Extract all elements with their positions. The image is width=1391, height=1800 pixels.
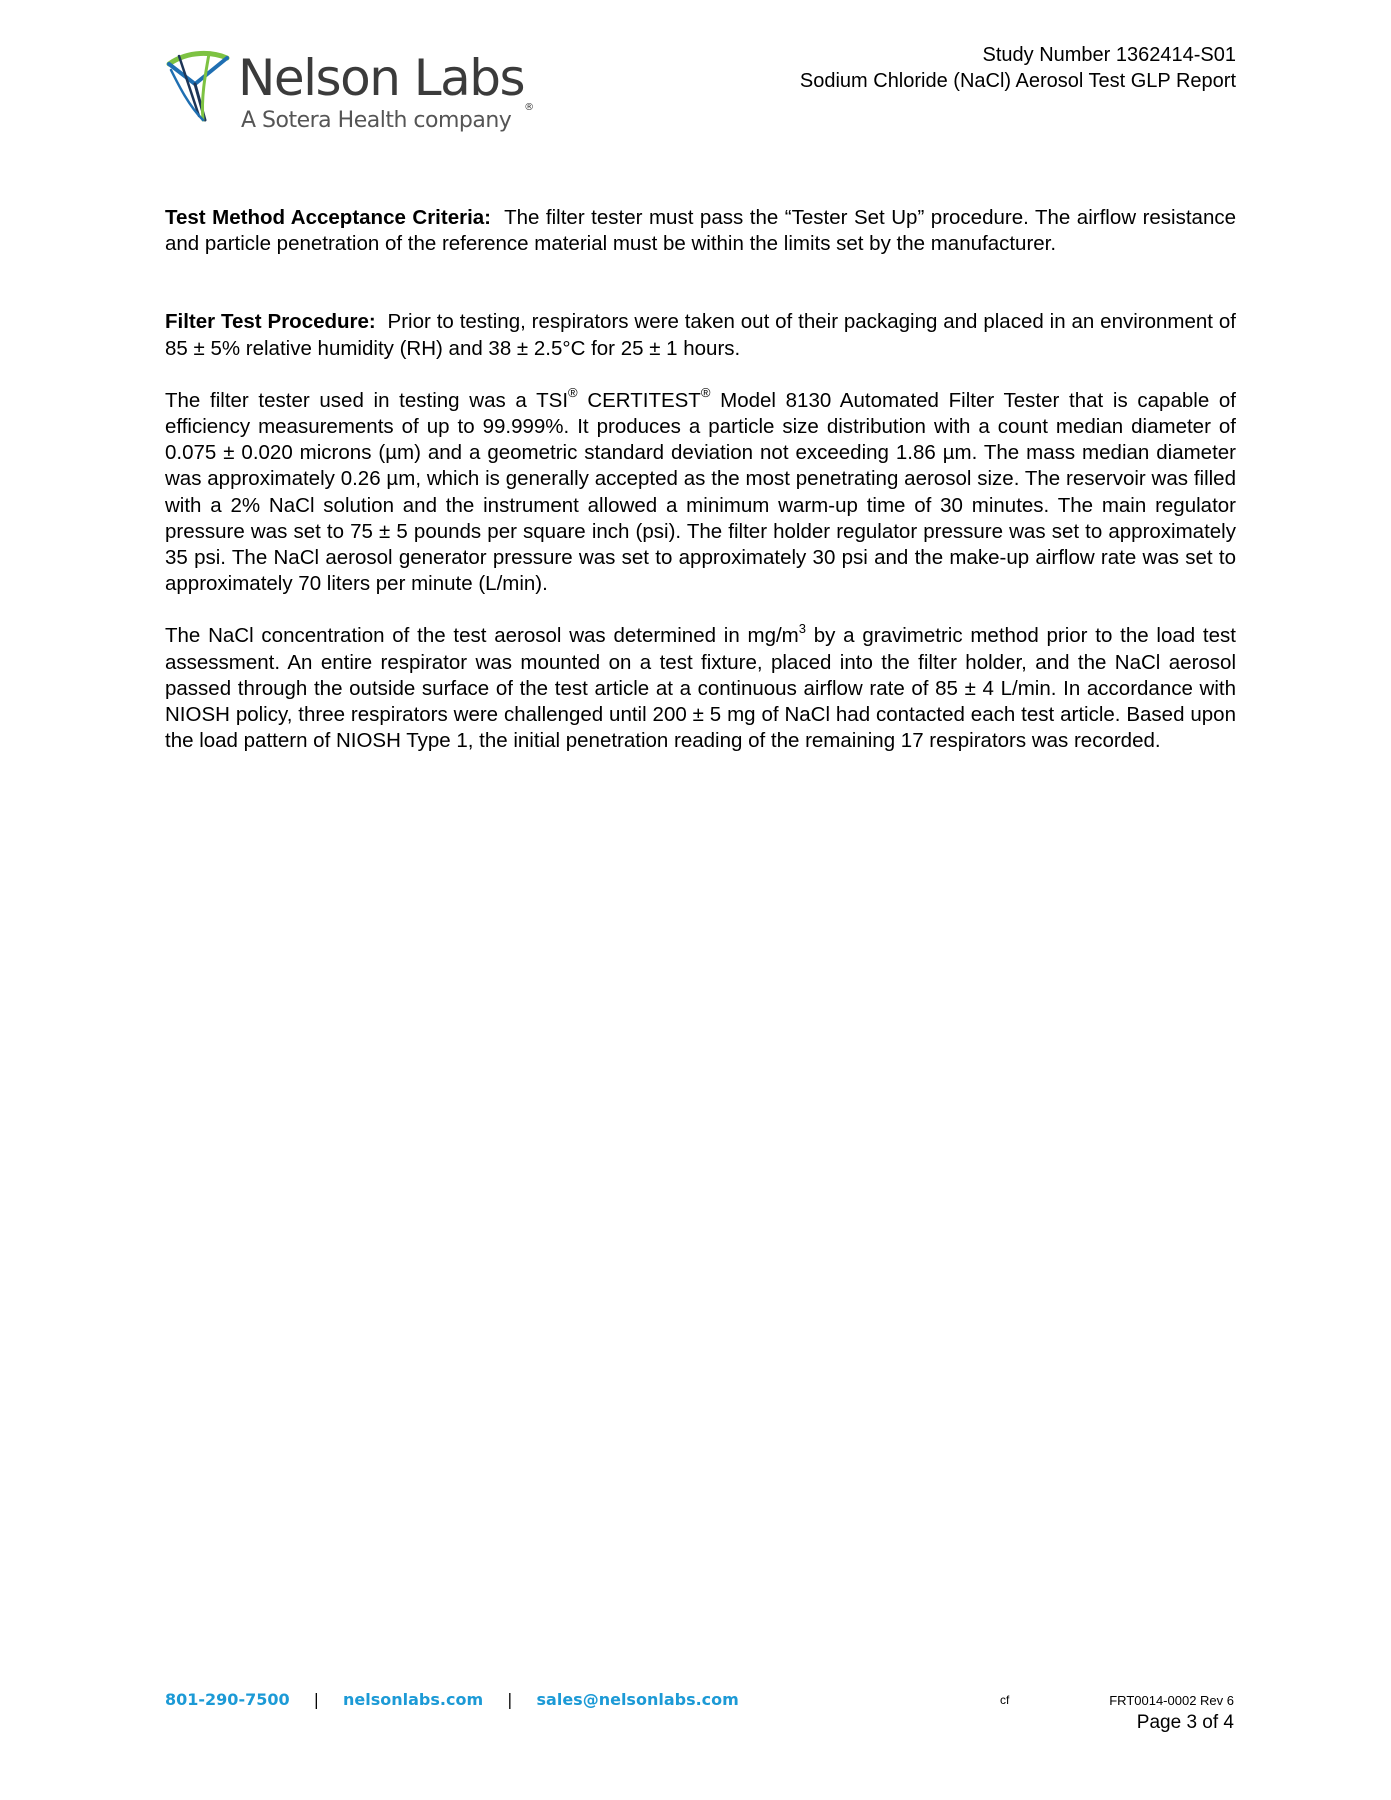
footer-separator: | — [313, 1690, 319, 1709]
filter-tester-paragraph: The filter tester used in testing was a TSI® CERTITEST® Model 8130 Automated Filter Tester that is capable of efficiency measurements of up to 99.999%. It produces a particle size distribution with a count median diameter of 0.075 ± 0.020 microns (µm) and a geometric standard deviation not exceeding 1.86 µm. The mass median diameter was approximately 0.26 µm, which is generally accepted as the most penetrating aerosol size. The reservoir was filled with a 2% NaCl solution and the instrument allowed a minimum warm-up time of 30 minutes. The main regulator pressure was set to 75 ± 5 pounds per square inch (psi). The filter holder regulator pressure was set to approximately 35 psi. The NaCl aerosol generator pressure was set to approximately 30 psi and the make-up airflow rate was set to approximately 70 liters per minute (L/min). — [165, 384, 1237, 596]
report-header — [800, 42, 1236, 94]
nelson-labs-logo — [165, 46, 535, 136]
report-body — [165, 205, 1236, 754]
report-title: Sodium Chloride (NaCl) Aerosol Test GLP Report — [799, 70, 1236, 92]
footer-initials: cf — [1000, 1693, 1010, 1707]
nacl-concentration-paragraph: The NaCl concentration of the test aerosol was determined in $mg/m^3$ by a gravimetric method prior to the load test assessment. An entire respirator was mounted on a test fixture, placed into the filter holder, and the NaCl aerosol passed through the outside surface of the test article at a continuous airflow rate of 85 ± 4 L/min. In accordance with NIOSH policy, three respirators were challenged until 200 ± 5 mg of NaCl had contacted each test article. Based upon the load pattern of NIOSH Type 1, the initial penetration reading of the remaining 17 respirators was recorded. — [165, 620, 1236, 753]
acceptance-criteria-paragraph — [165, 205, 1236, 257]
study-number: Study Number 1362414-S01 — [982, 44, 1236, 66]
footer-phone-link[interactable]: 801-290-7500 — [165, 1690, 290, 1709]
acceptance-criteria-heading: Test Method Acceptance Criteria: — [165, 206, 492, 229]
footer-contact — [165, 1690, 739, 1709]
footer-separator: | — [507, 1690, 513, 1709]
footer-page-number: Page 3 of 4 — [1136, 1712, 1234, 1733]
footer-website-link[interactable]: nelsonlabs.com — [343, 1690, 484, 1709]
company-name: Nelson Labs® — [238, 49, 535, 113]
filter-test-procedure-heading: Filter Test Procedure: — [165, 310, 376, 334]
company-tagline: A Sotera Health company — [241, 108, 512, 133]
nelson-labs-emblem-icon — [165, 46, 235, 126]
footer-email-link[interactable]: sales@nelsonlabs.com — [536, 1690, 739, 1709]
footer-form-code: FRT0014-0002 Rev 6 — [1109, 1693, 1234, 1708]
acceptance-criteria-text: The filter tester must pass the “Tester Set Up” procedure. The airflow resistance and particle penetration of the reference material must be within the limits set by the manufacturer. — [165, 206, 1237, 256]
filter-test-procedure-paragraph — [165, 309, 1236, 361]
filter-test-procedure-text: Prior to testing, respirators were taken out of their packaging and placed in an environment of 85 ± 5% relative humidity (RH) and 38 ± 2.5°C for 25 ± 1 hours. — [165, 310, 1236, 360]
